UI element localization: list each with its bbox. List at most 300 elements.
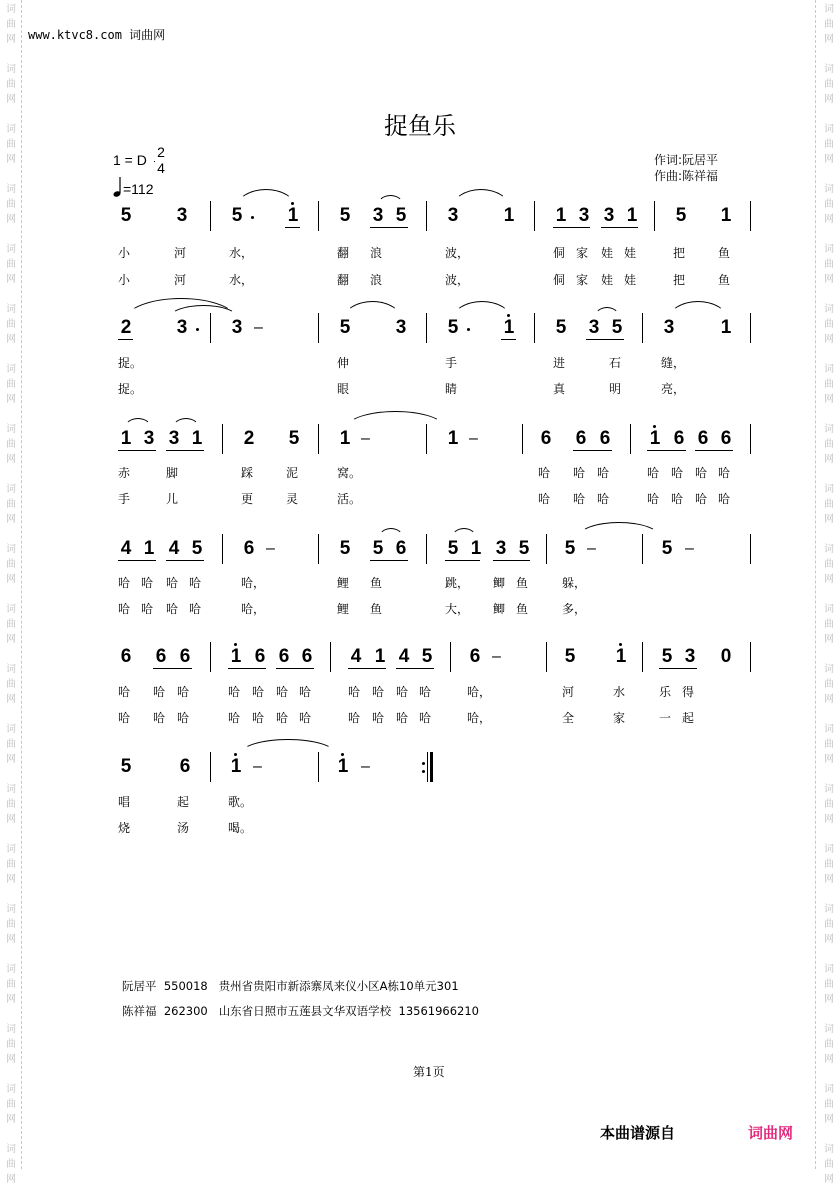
contact-zip: 550018 bbox=[163, 979, 208, 993]
note: 6 bbox=[179, 756, 191, 777]
watermark-text: 词 曲 网 bbox=[6, 424, 16, 465]
slur bbox=[172, 418, 200, 429]
eighth-underline bbox=[276, 668, 314, 669]
barline bbox=[318, 424, 319, 454]
contact-address: 贵州省贵阳市新添寨凤来仪小区A栋10单元301 bbox=[218, 979, 459, 993]
eighth-underline bbox=[695, 450, 733, 451]
slur bbox=[378, 528, 404, 539]
lyric: 儿 bbox=[166, 492, 179, 506]
note: 5 bbox=[611, 317, 623, 338]
sustain-dash: – bbox=[266, 540, 275, 557]
note: 3 bbox=[395, 317, 407, 338]
lyric: 哈 bbox=[252, 711, 265, 725]
lyric: 家 bbox=[576, 273, 589, 287]
barline bbox=[642, 313, 643, 343]
note: 3 bbox=[168, 428, 180, 449]
barline bbox=[654, 201, 655, 231]
note: 3 bbox=[231, 317, 243, 338]
time-sig-bottom: 4 bbox=[157, 160, 165, 176]
lyric: 鱼 bbox=[516, 602, 529, 616]
note: 5 bbox=[447, 317, 459, 338]
lyric: 哈 bbox=[718, 492, 731, 506]
watermark-text: 词 曲 网 bbox=[6, 964, 16, 1005]
watermark-text: 词 曲 网 bbox=[824, 1084, 834, 1125]
note: 2 bbox=[120, 317, 132, 338]
note: 6 bbox=[599, 428, 611, 449]
lyric: 汤 bbox=[177, 821, 190, 835]
note: 5 bbox=[395, 205, 407, 226]
note: 1 bbox=[228, 646, 244, 668]
barline bbox=[750, 201, 751, 231]
sustain-dash: – bbox=[587, 540, 596, 557]
site-header bbox=[28, 26, 165, 43]
sustain-dash: – bbox=[685, 540, 694, 557]
high-octave-dot bbox=[234, 643, 237, 646]
watermark-text: 词 曲 网 bbox=[824, 304, 834, 345]
source-brand-link[interactable]: 词曲网 bbox=[748, 1124, 794, 1142]
barline bbox=[426, 313, 427, 343]
contact-address: 山东省日照市五莲县文华双语学校 bbox=[218, 1004, 392, 1018]
lyric: 缝， bbox=[661, 356, 686, 370]
quarter-note-icon bbox=[113, 176, 123, 198]
watermark-text: 词 曲 网 bbox=[824, 64, 834, 105]
lyric: 哈 bbox=[276, 711, 289, 725]
watermark-text: 词 曲 网 bbox=[6, 184, 16, 225]
note: 6 bbox=[120, 646, 132, 667]
tempo-value: =112 bbox=[123, 181, 154, 197]
site-name: 词曲网 bbox=[129, 28, 166, 42]
final-barline-thin bbox=[427, 752, 428, 782]
lyric: 哈 bbox=[695, 492, 708, 506]
lyric: 哈 bbox=[118, 685, 131, 699]
note: 0 bbox=[720, 646, 732, 667]
watermark-text: 词 曲 网 bbox=[6, 664, 16, 705]
sustain-dash: – bbox=[254, 319, 263, 336]
watermark-text: 词 曲 网 bbox=[824, 244, 834, 285]
left-dashed-border bbox=[21, 0, 22, 1169]
lyric: 哈 bbox=[118, 576, 131, 590]
lyric: 哈 bbox=[153, 685, 166, 699]
lyric: 鱼 bbox=[370, 576, 383, 590]
lyric: 家 bbox=[613, 711, 626, 725]
barline bbox=[210, 313, 211, 343]
lyric: 鱼 bbox=[718, 246, 731, 260]
barline bbox=[546, 642, 547, 672]
lyric: 活。 bbox=[337, 492, 362, 506]
eighth-underline bbox=[493, 560, 530, 561]
note: 5 bbox=[564, 538, 576, 559]
lyric: 灵 bbox=[286, 492, 299, 506]
lyric: 小 bbox=[118, 273, 131, 287]
lyric: 哈 bbox=[372, 711, 385, 725]
right-dashed-border bbox=[815, 0, 816, 1169]
lyric: 鲤 bbox=[337, 602, 350, 616]
eighth-underline bbox=[659, 668, 697, 669]
lyric: 哈， bbox=[241, 602, 266, 616]
lyric: 河 bbox=[174, 246, 187, 260]
eighth-underline bbox=[586, 339, 624, 340]
lyric: 哈 bbox=[141, 576, 154, 590]
lyric: 哈 bbox=[718, 466, 731, 480]
lyric: 多， bbox=[562, 602, 587, 616]
lyric: 捉。 bbox=[118, 382, 143, 396]
note: 4 bbox=[350, 646, 362, 667]
lyric: 哈 bbox=[299, 685, 312, 699]
note: 1 bbox=[120, 428, 132, 449]
note: 4 bbox=[398, 646, 410, 667]
note: 1 bbox=[143, 538, 155, 559]
note: 5 bbox=[447, 538, 459, 559]
high-octave-dot bbox=[653, 425, 656, 428]
contact-composer bbox=[122, 1003, 479, 1019]
lyric: 哈 bbox=[597, 466, 610, 480]
barline bbox=[318, 752, 319, 782]
watermark-text: 词 曲 网 bbox=[824, 184, 834, 225]
note: 3 bbox=[495, 538, 507, 559]
watermark-text: 词 曲 网 bbox=[824, 124, 834, 165]
eighth-underline bbox=[370, 560, 408, 561]
barline bbox=[450, 642, 451, 672]
sustain-dash: – bbox=[361, 430, 370, 447]
lyric: 侗 bbox=[553, 246, 566, 260]
lyric: 鲫 bbox=[493, 576, 506, 590]
note: 5 bbox=[675, 205, 687, 226]
watermark-text: 词 曲 网 bbox=[824, 484, 834, 525]
watermark-text: 词 曲 网 bbox=[824, 664, 834, 705]
lyricist: 作词:阮居平 bbox=[654, 153, 719, 167]
contact-lyricist bbox=[122, 978, 459, 994]
note: 4 bbox=[168, 538, 180, 559]
lyric: 哈 bbox=[153, 711, 166, 725]
slur bbox=[578, 522, 660, 537]
slur bbox=[594, 307, 620, 318]
barline bbox=[750, 313, 751, 343]
note: 1 bbox=[501, 317, 517, 339]
note: 3 bbox=[143, 428, 155, 449]
final-barline-thick bbox=[430, 752, 433, 782]
source-label: 本曲谱源自 bbox=[600, 1124, 676, 1142]
barline bbox=[426, 424, 427, 454]
lyric: 翻 bbox=[337, 273, 350, 287]
lyric: 哈 bbox=[177, 711, 190, 725]
note: 6 bbox=[278, 646, 290, 667]
eighth-underline bbox=[228, 668, 266, 669]
lyric: 伸 bbox=[337, 356, 350, 370]
lyric: 哈 bbox=[396, 685, 409, 699]
lyric: 哈 bbox=[228, 685, 241, 699]
page-number: 第1页 bbox=[413, 1065, 445, 1079]
lyric: 小 bbox=[118, 246, 131, 260]
lyric: 鱼 bbox=[718, 273, 731, 287]
note: 5 bbox=[661, 646, 673, 667]
note: 3 bbox=[603, 205, 615, 226]
lyric: 把 bbox=[673, 246, 686, 260]
composer: 作曲:陈祥福 bbox=[654, 169, 719, 183]
note: 5 bbox=[120, 756, 132, 777]
slur bbox=[452, 301, 512, 320]
lyric: 一 bbox=[659, 711, 672, 725]
note: 5 bbox=[564, 646, 576, 667]
note: 3 bbox=[176, 205, 188, 226]
watermark-text: 词 曲 网 bbox=[6, 124, 16, 165]
note: 5 bbox=[421, 646, 433, 667]
slur bbox=[124, 418, 152, 429]
lyric: 鲫 bbox=[493, 602, 506, 616]
eighth-underline bbox=[647, 450, 686, 451]
lyric: 水， bbox=[229, 246, 254, 260]
note: 6 bbox=[540, 428, 552, 449]
slur bbox=[451, 528, 477, 539]
high-octave-dot bbox=[619, 643, 622, 646]
contact-phone: 13561966210 bbox=[398, 1004, 479, 1018]
note: 6 bbox=[301, 646, 313, 667]
sustain-dash: – bbox=[492, 648, 501, 665]
lyric: 明 bbox=[609, 382, 622, 396]
contact-zip: 262300 bbox=[163, 1004, 208, 1018]
lyric: 哈， bbox=[467, 711, 492, 725]
barline bbox=[210, 642, 211, 672]
note: 1 bbox=[720, 317, 732, 338]
barline bbox=[318, 201, 319, 231]
lyric: 捉。 bbox=[118, 356, 143, 370]
time-signature bbox=[154, 144, 168, 176]
eighth-underline bbox=[166, 560, 204, 561]
contact-name: 阮居平 bbox=[122, 979, 157, 993]
lyric: 水 bbox=[613, 685, 626, 699]
lyric: 浪 bbox=[370, 246, 383, 260]
note: 6 bbox=[395, 538, 407, 559]
barline bbox=[522, 424, 523, 454]
high-octave-dot bbox=[234, 753, 237, 756]
sustain-dash: – bbox=[469, 430, 478, 447]
watermark-text: 词 曲 网 bbox=[824, 1024, 834, 1065]
lyric: 哈 bbox=[671, 492, 684, 506]
note: 6 bbox=[673, 428, 685, 449]
eighth-underline bbox=[445, 560, 480, 561]
watermark-text: 词 曲 网 bbox=[824, 1144, 834, 1185]
note: 5 bbox=[339, 205, 351, 226]
note: 5 bbox=[288, 428, 300, 449]
slur bbox=[377, 195, 404, 206]
watermark-text: 词 曲 网 bbox=[6, 304, 16, 345]
lyric: 哈 bbox=[118, 711, 131, 725]
eighth-underline bbox=[370, 227, 408, 228]
lyric: 鱼 bbox=[516, 576, 529, 590]
lyric: 躲， bbox=[562, 576, 587, 590]
barline bbox=[222, 534, 223, 564]
eighth-underline bbox=[118, 450, 156, 451]
lyric: 起 bbox=[682, 711, 695, 725]
note: 1 bbox=[191, 428, 203, 449]
lyric: 哈 bbox=[252, 685, 265, 699]
lyric: 真 bbox=[553, 382, 566, 396]
lyric: 哈 bbox=[538, 492, 551, 506]
lyric: 哈 bbox=[372, 685, 385, 699]
eighth-underline bbox=[166, 450, 204, 451]
lyric: 石 bbox=[609, 356, 622, 370]
repeat-dot bbox=[422, 762, 425, 765]
lyric: 哈 bbox=[597, 492, 610, 506]
note: 6 bbox=[720, 428, 732, 449]
lyric: 跳， bbox=[445, 576, 470, 590]
song-title: 捉鱼乐 bbox=[384, 112, 456, 140]
lyric: 哈 bbox=[419, 685, 432, 699]
watermark-text: 词 曲 网 bbox=[6, 244, 16, 285]
lyric: 哈， bbox=[467, 685, 492, 699]
note: 5 bbox=[339, 317, 351, 338]
note: 1 bbox=[647, 428, 663, 450]
lyric: 浪 bbox=[370, 273, 383, 287]
watermark-text: 词 曲 网 bbox=[6, 904, 16, 945]
lyric: 侗 bbox=[553, 273, 566, 287]
lyric: 亮， bbox=[661, 382, 686, 396]
note: 3 bbox=[588, 317, 600, 338]
lyric: 哈 bbox=[695, 466, 708, 480]
note: 5 bbox=[231, 205, 243, 226]
lyric: 更 bbox=[241, 492, 254, 506]
note: 1 bbox=[374, 646, 386, 667]
note: 1 bbox=[720, 205, 732, 226]
barline bbox=[210, 201, 211, 231]
note: 3 bbox=[447, 205, 459, 226]
augmentation-dot bbox=[196, 328, 199, 331]
lyric: 哈 bbox=[419, 711, 432, 725]
note: 6 bbox=[469, 646, 481, 667]
watermark-text: 词 曲 网 bbox=[824, 544, 834, 585]
watermark-text: 词 曲 网 bbox=[824, 784, 834, 825]
barline bbox=[210, 752, 211, 782]
note: 1 bbox=[555, 205, 567, 226]
time-sig-top: 2 bbox=[157, 144, 165, 160]
note: 1 bbox=[285, 205, 301, 227]
lyric: 娃 bbox=[601, 246, 614, 260]
lyric: 河 bbox=[562, 685, 575, 699]
watermark-text: 词 曲 网 bbox=[824, 904, 834, 945]
lyric: 哈， bbox=[241, 576, 266, 590]
lyric: 唱 bbox=[118, 795, 131, 809]
note: 6 bbox=[155, 646, 167, 667]
barline bbox=[642, 642, 643, 672]
lyric: 哈 bbox=[177, 685, 190, 699]
site-url: www.ktvc8.com bbox=[28, 28, 122, 42]
lyric: 哈 bbox=[348, 685, 361, 699]
slur bbox=[346, 411, 445, 428]
lyric: 把 bbox=[673, 273, 686, 287]
barline bbox=[630, 424, 631, 454]
watermark-column-left bbox=[0, 0, 22, 1185]
watermark-text: 词 曲 网 bbox=[6, 364, 16, 405]
lyric: 赤 bbox=[118, 466, 131, 480]
watermark-text: 词 曲 网 bbox=[6, 544, 16, 585]
eighth-underline bbox=[153, 668, 192, 669]
note: 5 bbox=[372, 538, 384, 559]
barline bbox=[750, 424, 751, 454]
eighth-underline bbox=[553, 227, 590, 228]
watermark-column-right bbox=[818, 0, 840, 1185]
note: 1 bbox=[339, 428, 351, 449]
credits bbox=[654, 152, 718, 184]
lyric: 得 bbox=[682, 685, 695, 699]
eighth-underline bbox=[285, 227, 300, 228]
lyric: 波， bbox=[445, 246, 470, 260]
slur bbox=[452, 189, 510, 208]
lyric: 河 bbox=[174, 273, 187, 287]
note: 5 bbox=[191, 538, 203, 559]
lyric: 娃 bbox=[624, 246, 637, 260]
watermark-text: 词 曲 网 bbox=[824, 364, 834, 405]
lyric: 窝。 bbox=[337, 466, 362, 480]
barline bbox=[642, 534, 643, 564]
watermark-text: 词 曲 网 bbox=[824, 604, 834, 645]
note: 4 bbox=[120, 538, 132, 559]
lyric: 娃 bbox=[601, 273, 614, 287]
lyric: 哈 bbox=[141, 602, 154, 616]
lyric: 哈 bbox=[166, 602, 179, 616]
note: 6 bbox=[179, 646, 191, 667]
note: 3 bbox=[663, 317, 675, 338]
note: 5 bbox=[661, 538, 673, 559]
lyric: 哈 bbox=[228, 711, 241, 725]
watermark-text: 词 曲 网 bbox=[6, 1084, 16, 1125]
watermark-text: 词 曲 网 bbox=[6, 4, 16, 45]
lyric: 哈 bbox=[276, 685, 289, 699]
lyric: 鱼 bbox=[370, 602, 383, 616]
watermark-text: 词 曲 网 bbox=[6, 1144, 16, 1185]
note: 6 bbox=[697, 428, 709, 449]
lyric: 哈 bbox=[189, 602, 202, 616]
eighth-underline bbox=[573, 450, 612, 451]
note: 5 bbox=[518, 538, 530, 559]
sustain-dash: – bbox=[253, 758, 262, 775]
lyric: 水， bbox=[229, 273, 254, 287]
lyric: 翻 bbox=[337, 246, 350, 260]
note: 1 bbox=[470, 538, 482, 559]
key-signature: 1 = D bbox=[113, 152, 147, 168]
watermark-text: 词 曲 网 bbox=[824, 4, 834, 45]
watermark-text: 词 曲 网 bbox=[6, 64, 16, 105]
barline bbox=[534, 201, 535, 231]
lyric: 哈 bbox=[647, 466, 660, 480]
lyric: 哈 bbox=[396, 711, 409, 725]
barline bbox=[534, 313, 535, 343]
watermark-text: 词 曲 网 bbox=[824, 964, 834, 1005]
watermark-text: 词 曲 网 bbox=[824, 724, 834, 765]
note: 5 bbox=[555, 317, 567, 338]
lyric: 手 bbox=[445, 356, 458, 370]
barline bbox=[426, 201, 427, 231]
note: 3 bbox=[578, 205, 590, 226]
note: 1 bbox=[613, 646, 629, 668]
lyric: 鲤 bbox=[337, 576, 350, 590]
note: 3 bbox=[372, 205, 384, 226]
note: 5 bbox=[339, 538, 351, 559]
lyric: 哈 bbox=[647, 492, 660, 506]
barline bbox=[330, 642, 331, 672]
eighth-underline bbox=[501, 339, 516, 340]
eighth-underline bbox=[348, 668, 386, 669]
lyric: 睛 bbox=[445, 382, 458, 396]
lyric: 哈 bbox=[573, 466, 586, 480]
note: 3 bbox=[684, 646, 696, 667]
note: 6 bbox=[243, 538, 255, 559]
tempo-marking bbox=[113, 176, 154, 198]
watermark-text: 词 曲 网 bbox=[6, 844, 16, 885]
eighth-underline bbox=[601, 227, 638, 228]
note: 1 bbox=[228, 756, 244, 778]
lyric: 眼 bbox=[337, 382, 350, 396]
slur bbox=[343, 301, 402, 320]
lyric: 哈 bbox=[348, 711, 361, 725]
